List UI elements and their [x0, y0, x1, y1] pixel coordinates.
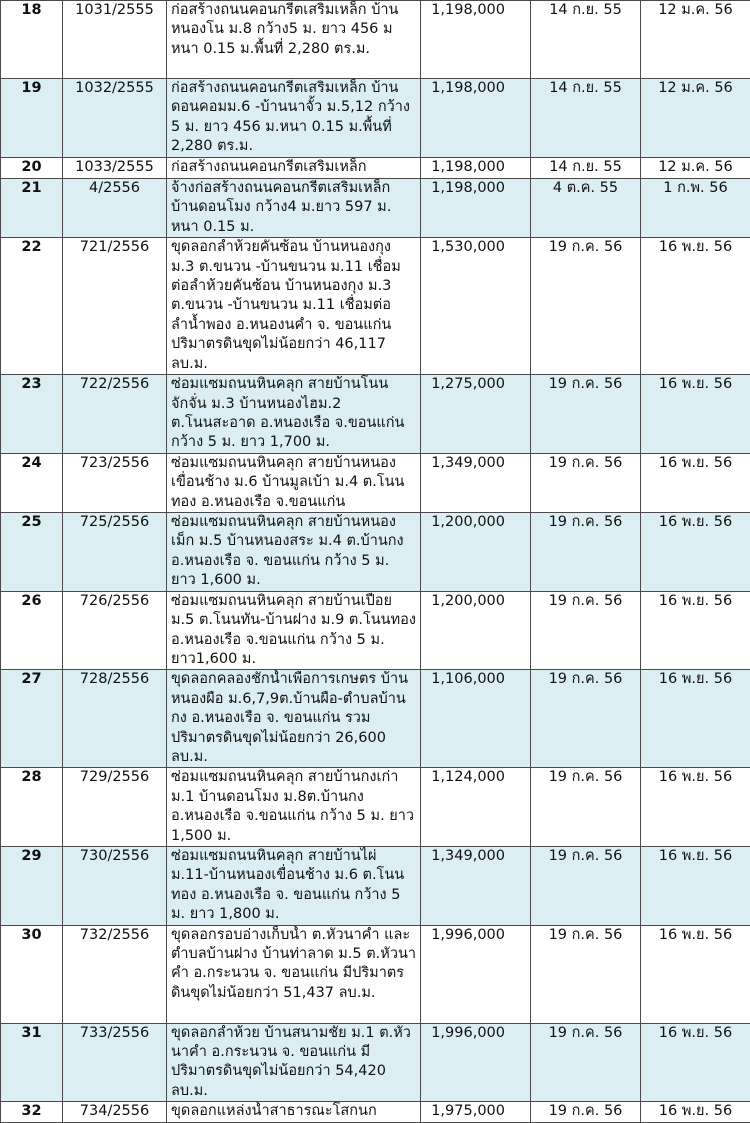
contract-number: 722/2556	[63, 375, 167, 454]
end-date: 16 พ.ย. 56	[641, 670, 750, 768]
row-number: 25	[1, 513, 63, 592]
end-date: 16 พ.ย. 56	[641, 375, 750, 454]
contract-number: 725/2556	[63, 513, 167, 592]
start-date: 19 ก.ค. 56	[531, 375, 641, 454]
budget-amount: 1,200,000	[421, 591, 531, 670]
budget-amount: 1,349,000	[421, 453, 531, 512]
row-number: 31	[1, 1023, 63, 1102]
table-row	[1, 375, 750, 454]
contract-number: 732/2556	[63, 925, 167, 1023]
table-row	[1, 925, 750, 1023]
budget-amount: 1,198,000	[421, 79, 531, 158]
project-description: ขุดลอกรอบอ่างเก็บน้ำ ต.หัวนาคำ และตำบลบ้านฝาง บ้านท่าลาด ม.5 ต.หัวนาคำ อ.กระนวน จ. ขอนแก่น มีปริมาตรดินขุดไม่น้อยกว่า 51,437 ลบ.ม.	[167, 925, 421, 1023]
budget-amount: 1,198,000	[421, 179, 531, 238]
start-date: 19 ก.ค. 56	[531, 768, 641, 847]
row-number: 32	[1, 1102, 63, 1123]
start-date: 19 ก.ค. 56	[531, 925, 641, 1023]
project-description: ก่อสร้างถนนคอนกรีตเสริมเหล็ก บ้านดอนคอมม.6 -บ้านนาจั้ว ม.5,12 กว้าง 5 ม. ยาว 456 ม.หนา 0.15 ม.พื้นที่ 2,280 ตร.ม.	[167, 79, 421, 158]
contract-number: 729/2556	[63, 768, 167, 847]
budget-amount: 1,275,000	[421, 375, 531, 454]
budget-amount: 1,124,000	[421, 768, 531, 847]
row-number: 28	[1, 768, 63, 847]
table-row	[1, 79, 750, 158]
budget-amount: 1,198,000	[421, 1, 531, 79]
row-number: 19	[1, 79, 63, 158]
budget-amount: 1,198,000	[421, 158, 531, 179]
start-date: 4 ต.ค. 55	[531, 179, 641, 238]
contract-number: 733/2556	[63, 1023, 167, 1102]
budget-amount: 1,106,000	[421, 670, 531, 768]
contract-number: 4/2556	[63, 179, 167, 238]
start-date: 14 ก.ย. 55	[531, 79, 641, 158]
project-description: ซ่อมแซมถนนหินคลุก สายบ้านเปือย ม.5 ต.โนนทัน-บ้านฝาง ม.9 ต.โนนทอง อ.หนองเรือ จ.ขอนแก่น กว้าง 5 ม. ยาว1,600 ม.	[167, 591, 421, 670]
table-row	[1, 1, 750, 79]
start-date: 19 ก.ค. 56	[531, 1023, 641, 1102]
contract-number: 1032/2555	[63, 79, 167, 158]
contract-number: 726/2556	[63, 591, 167, 670]
project-description: ขุดลอกแหล่งน้ำสาธารณะโสกนก	[167, 1102, 421, 1123]
start-date: 14 ก.ย. 55	[531, 1, 641, 79]
project-description: ซ่อมแซมถนนหินคลุก สายบ้านหนองเม็ก ม.5 บ้านหนองสระ ม.4 ต.บ้านกง อ.หนองเรือ จ. ขอนแก่น กว้าง 5 ม. ยาว 1,600 ม.	[167, 513, 421, 592]
end-date: 1 ก.พ. 56	[641, 179, 750, 238]
end-date: 12 ม.ค. 56	[641, 79, 750, 158]
contract-number: 1033/2555	[63, 158, 167, 179]
start-date: 19 ก.ค. 56	[531, 846, 641, 925]
table-row	[1, 453, 750, 512]
table-row	[1, 513, 750, 592]
row-number: 26	[1, 591, 63, 670]
budget-amount: 1,996,000	[421, 925, 531, 1023]
end-date: 16 พ.ย. 56	[641, 1102, 750, 1123]
project-description: ขุดลอกคลองชักน้ำเพื่อการเกษตร บ้านหนองผือ ม.6,7,9ต.บ้านผือ-ตำบลบ้านกง อ.หนองเรือ จ. ขอนแก่น รวมปริมาตรดินขุดไม่น้อยกว่า 26,600 ลบ.ม.	[167, 670, 421, 768]
start-date: 14 ก.ย. 55	[531, 158, 641, 179]
budget-amount: 1,530,000	[421, 238, 531, 375]
contract-number: 734/2556	[63, 1102, 167, 1123]
row-number: 29	[1, 846, 63, 925]
end-date: 16 พ.ย. 56	[641, 591, 750, 670]
row-number: 30	[1, 925, 63, 1023]
row-number: 18	[1, 1, 63, 79]
start-date: 19 ก.ค. 56	[531, 591, 641, 670]
project-description: ซ่อมแซมถนนหินคลุก สายบ้านหนองเขื่อนช้าง ม.6 บ้านมูลเบ้า ม.4 ต.โนนทอง อ.หนองเรือ จ.ขอนแก่น	[167, 453, 421, 512]
budget-amount: 1,349,000	[421, 846, 531, 925]
row-number: 20	[1, 158, 63, 179]
budget-amount: 1,996,000	[421, 1023, 531, 1102]
end-date: 12 ม.ค. 56	[641, 1, 750, 79]
row-number: 27	[1, 670, 63, 768]
end-date: 16 พ.ย. 56	[641, 925, 750, 1023]
project-description: จ้างก่อสร้างถนนคอนกรีตเสริมเหล็ก บ้านดอนโมง กว้าง4 ม.ยาว 597 ม. หนา 0.15 ม.	[167, 179, 421, 238]
start-date: 19 ก.ค. 56	[531, 238, 641, 375]
contract-number: 728/2556	[63, 670, 167, 768]
table-row	[1, 1102, 750, 1123]
table-row	[1, 670, 750, 768]
end-date: 16 พ.ย. 56	[641, 768, 750, 847]
project-description: ก่อสร้างถนนคอนกรีตเสริมเหล็ก บ้านหนองโน ม.8 กว้าง5 ม. ยาว 456 ม หนา 0.15 ม.พื้นที่ 2,280 ตร.ม.	[167, 1, 421, 79]
end-date: 16 พ.ย. 56	[641, 1023, 750, 1102]
project-description: ซ่อมแซมถนนหินคลุก สายบ้านโนนจักจั่น ม.3 บ้านหนองไฮม.2 ต.โนนสะอาด อ.หนองเรือ จ.ขอนแก่น กว้าง 5 ม. ยาว 1,700 ม.	[167, 375, 421, 454]
start-date: 19 ก.ค. 56	[531, 670, 641, 768]
end-date: 16 พ.ย. 56	[641, 238, 750, 375]
row-number: 23	[1, 375, 63, 454]
table-row	[1, 591, 750, 670]
row-number: 22	[1, 238, 63, 375]
start-date: 19 ก.ค. 56	[531, 1102, 641, 1123]
row-number: 21	[1, 179, 63, 238]
end-date: 16 พ.ย. 56	[641, 846, 750, 925]
end-date: 16 พ.ย. 56	[641, 453, 750, 512]
contract-number: 1031/2555	[63, 1, 167, 79]
table-row	[1, 179, 750, 238]
table-row	[1, 846, 750, 925]
project-description: ก่อสร้างถนนคอนกรีตเสริมเหล็ก	[167, 158, 421, 179]
table-row	[1, 1023, 750, 1102]
contract-number: 730/2556	[63, 846, 167, 925]
project-description: ซ่อมแซมถนนหินคลุก สายบ้านไผ่ ม.11-บ้านหนองเขื่อนช้าง ม.6 ต.โนนทอง อ.หนองเรือ จ. ขอนแก่น กว้าง 5 ม. ยาว 1,800 ม.	[167, 846, 421, 925]
contract-number: 721/2556	[63, 238, 167, 375]
contract-number: 723/2556	[63, 453, 167, 512]
end-date: 12 ม.ค. 56	[641, 158, 750, 179]
end-date: 16 พ.ย. 56	[641, 513, 750, 592]
project-description: ขุดลอกลำห้วยคันซ้อน บ้านหนองกุง ม.3 ต.ขนวน -บ้านขนวน ม.11 เชื่อมต่อลำห้วยคันซ้อน บ้านหนองกุง ม.3 ต.ขนวน -บ้านขนวน ม.11 เชื่อมต่อลำน้ำพอง อ.หนองนคำ จ. ขอนแก่น ปริมาตรดินขุดไม่น้อยกว่า 46,117 ลบ.ม.	[167, 238, 421, 375]
table-row	[1, 768, 750, 847]
budget-amount: 1,200,000	[421, 513, 531, 592]
table-row	[1, 238, 750, 375]
start-date: 19 ก.ค. 56	[531, 453, 641, 512]
budget-amount: 1,975,000	[421, 1102, 531, 1123]
project-description: ขุดลอกลำห้วย บ้านสนามชัย ม.1 ต.หัวนาคำ อ.กระนวน จ. ขอนแก่น มีปริมาตรดินขุดไม่น้อยกว่า 54,420 ลบ.ม.	[167, 1023, 421, 1102]
row-number: 24	[1, 453, 63, 512]
project-description: ซ่อมแซมถนนหินคลุก สายบ้านกงเก่า ม.1 บ้านดอนโมง ม.8ต.บ้านกง อ.หนองเรือ จ.ขอนแก่น กว้าง 5 ม. ยาว 1,500 ม.	[167, 768, 421, 847]
table-row	[1, 158, 750, 179]
start-date: 19 ก.ค. 56	[531, 513, 641, 592]
